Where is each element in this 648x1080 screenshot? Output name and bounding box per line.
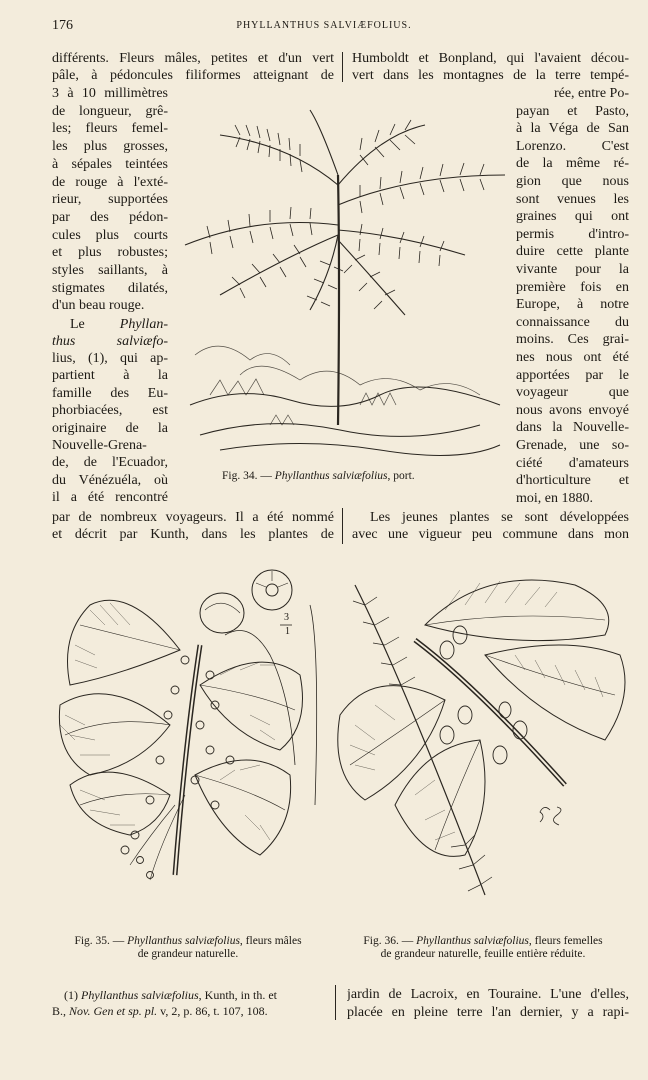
footnote-line-1 — [64, 987, 277, 1003]
text-line: famille des Eu- — [52, 385, 168, 401]
text-line: duire cette plante — [516, 244, 629, 260]
text-line: Nouvelle-Grena- — [52, 438, 147, 453]
text-line: de, de l'Ecuador, — [52, 455, 168, 471]
column-rule-top — [342, 52, 343, 82]
text-line: d'un beau rouge. — [52, 298, 145, 314]
left-paragraph-italic-line — [52, 333, 168, 350]
text-line: permis d'intro- — [516, 226, 629, 242]
text-line: phorbiacées, est — [52, 403, 168, 419]
text-line: payan et Pasto, — [516, 103, 629, 119]
text-line: moi, en 1880. — [516, 490, 593, 506]
footnote-line1-rest: , Kunth, in th. et — [198, 988, 277, 1002]
text-line: les; fleurs femel- — [52, 121, 168, 137]
fig35-caption-species: Phyllanthus salviæfolius — [127, 935, 240, 947]
text-line: avec une vigueur peu commune dans mon — [352, 527, 629, 543]
footnote-line2-start: B., — [52, 1004, 70, 1018]
footnote-marker: (1) — [64, 988, 78, 1002]
text-line: par des pédon- — [52, 209, 168, 225]
text-line: lius, (1), qui ap- — [52, 351, 168, 366]
fig36-caption-line2: de grandeur naturelle, feuille entière réduite. — [380, 948, 586, 960]
text-line: cules plus courts — [52, 227, 168, 243]
text-line: sont venues les — [516, 191, 629, 207]
text-line: apportées par le — [516, 367, 629, 383]
text-line: partient à la — [52, 368, 168, 384]
text-line: vert dans les montagnes de la terre tempé- — [352, 68, 629, 84]
footnote-species: Phyllanthus salviæfolius — [81, 988, 199, 1002]
text-line: moins. Ces grai- — [516, 332, 629, 348]
fig35-scale-denominator: 1 — [285, 626, 290, 637]
fig34-caption-suffix: , port. — [387, 470, 415, 482]
fig34-caption-species: Phyllanthus salviæfolius — [274, 470, 388, 482]
para-genus: Phyllan- — [119, 317, 168, 332]
text-line: Lorenzo. C'est — [516, 138, 629, 154]
text-line: les plus grosses, — [52, 139, 168, 155]
text-line: nous avons envoyé — [516, 402, 629, 418]
text-line: et plus robustes; — [52, 245, 168, 261]
text-line: vivante pour la — [516, 262, 629, 277]
text-line: de rouge à l'exté- — [52, 174, 168, 190]
text-line: rieur, supportées — [52, 192, 168, 208]
text-line: Europe, à notre — [516, 297, 629, 313]
text-line: il a été rencontré — [52, 490, 168, 506]
running-title: PHYLLANTHUS SALVIÆFOLIUS. — [236, 20, 412, 31]
fig36-caption-prefix: Fig. 36. — — [363, 935, 414, 947]
left-paragraph-start — [52, 316, 168, 333]
text-line: placée en pleine terre l'an dernier, y a rapi- — [347, 1005, 629, 1020]
text-line: styles saillants, à — [52, 263, 168, 278]
text-line: voyageur que — [516, 385, 629, 401]
fig35-caption-suffix: , fleurs mâles — [239, 935, 302, 947]
fig34-caption — [222, 470, 415, 483]
text-line: d'horticulture et — [516, 473, 629, 489]
fig35-caption-prefix: Fig. 35. — — [74, 935, 125, 947]
text-line: 3 à 10 millimètres — [52, 86, 168, 101]
fig35-branch-illustration — [50, 565, 340, 895]
text-line: stigmates dilatés, — [52, 280, 168, 296]
text-line: et décrit par Kunth, dans les plantes de — [52, 527, 334, 543]
column-rule-footnote — [335, 985, 336, 1020]
para-le: Le — [70, 317, 85, 332]
footnote-line-2 — [52, 1003, 268, 1019]
text-line: de longueur, grê- — [52, 103, 168, 119]
text-line: du Vénézuéla, où — [52, 472, 168, 488]
text-line: à la Véga de San — [516, 121, 629, 137]
text-line: graines qui ont — [516, 209, 629, 225]
text-line: rée, entre Po- — [553, 86, 629, 101]
text-line: de la même ré- — [516, 156, 629, 172]
text-line: ciété d'amateurs — [516, 455, 629, 471]
fig34-tree-illustration — [180, 105, 510, 465]
footnote-line2-rest: v, 2, p. 86, t. 107, 108. — [157, 1004, 268, 1018]
fig34-caption-prefix: Fig. 34. — — [222, 470, 272, 482]
text-line: gion que nous — [516, 174, 629, 189]
text-line: jardin de Lacroix, en Touraine. L'une d'elles, — [347, 987, 629, 1002]
fig36-caption-species: Phyllanthus salviæfolius — [416, 935, 529, 947]
fig35-caption-line2: de grandeur naturelle. — [137, 948, 239, 960]
page-number: 176 — [52, 18, 73, 33]
fig36-branch-illustration — [335, 565, 635, 905]
text-line: à sépales teintées — [52, 156, 168, 172]
text-line: première fois en — [516, 279, 629, 295]
text-line: Grenade, une so- — [516, 438, 629, 453]
text-line: différents. Fleurs mâles, petites et d'un vert — [52, 51, 334, 66]
text-line: dans la Nouvelle- — [516, 420, 629, 436]
text-line: Les jeunes plantes se sont développées — [370, 510, 629, 525]
text-line: originaire de la — [52, 420, 168, 436]
fig36-caption — [338, 935, 628, 961]
para-italic-line: thus salviæfo- — [52, 334, 168, 349]
text-line: pâle, à pédoncules filiformes atteignant de — [52, 68, 334, 84]
footnote-work-title: Nov. Gen et sp. pl. — [69, 1004, 158, 1018]
text-line: par de nombreux voyageurs. Il a été nommé — [52, 510, 334, 525]
text-line: connaissance du — [516, 314, 629, 330]
column-rule-middle — [342, 508, 343, 544]
text-line: Humboldt et Bonpland, qui l'avaient décou- — [352, 51, 629, 66]
fig35-caption — [46, 935, 330, 961]
fig35-scale-numerator: 3 — [284, 612, 289, 623]
fig36-caption-suffix: , fleurs femelles — [528, 935, 603, 947]
text-line: nes nous ont été — [516, 350, 629, 365]
